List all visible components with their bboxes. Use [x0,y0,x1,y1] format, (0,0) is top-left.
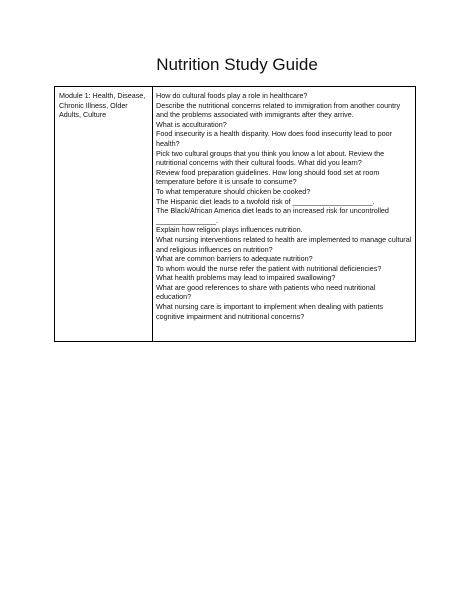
question-item: Explain how religion plays influences nutrition. [156,225,303,235]
study-guide-table [54,86,416,342]
question-item: What health problems may lead to impaired swallowing? [156,273,336,283]
question-item: How do cultural foods play a role in healthcare? [156,91,308,100]
question-item: Food insecurity is a health disparity. How does food insecurity lead to poor health? [156,129,392,148]
questions-cell [153,87,415,341]
question-item: The Black/African America diet leads to an increased risk for uncontrolled _______________. [156,206,389,225]
module-cell: Module 1: Health, Disease, Chronic Illness, Older Adults, Culture [55,87,153,341]
page-title: Nutrition Study Guide [156,55,318,74]
question-item: What are good references to share with patients who need nutritional education? [156,282,376,302]
question-item: What nursing interventions related to health are implemented to manage cultural and religious influences on nutrition? [156,234,412,254]
question-item: Review food preparation guidelines. How long should food set at room temperature before it is unsafe to consume? [156,167,380,187]
questions-list [156,91,412,321]
question-item: What are common barriers to adequate nutrition? [156,254,313,264]
question-item: Pick two cultural groups that you think you know a lot about. Review the nutritional concerns with their cultural foods. What did you learn? [156,148,385,168]
question-item: What nursing care is important to implement when dealing with patients cognitive impairment and nutritional concerns? [156,302,383,321]
question-item: To what temperature should chicken be cooked? [156,186,311,196]
question-item: The Hispanic diet leads to a twofold risk of ____________________. [156,196,375,206]
question-item: To whom would the nurse refer the patient with nutritional deficiencies? [156,263,382,273]
question-item: What is acculturation? [156,119,227,129]
question-item: Describe the nutritional concerns related to immigration from another country and the problems associated with immigrants after they arrive. [156,100,401,120]
